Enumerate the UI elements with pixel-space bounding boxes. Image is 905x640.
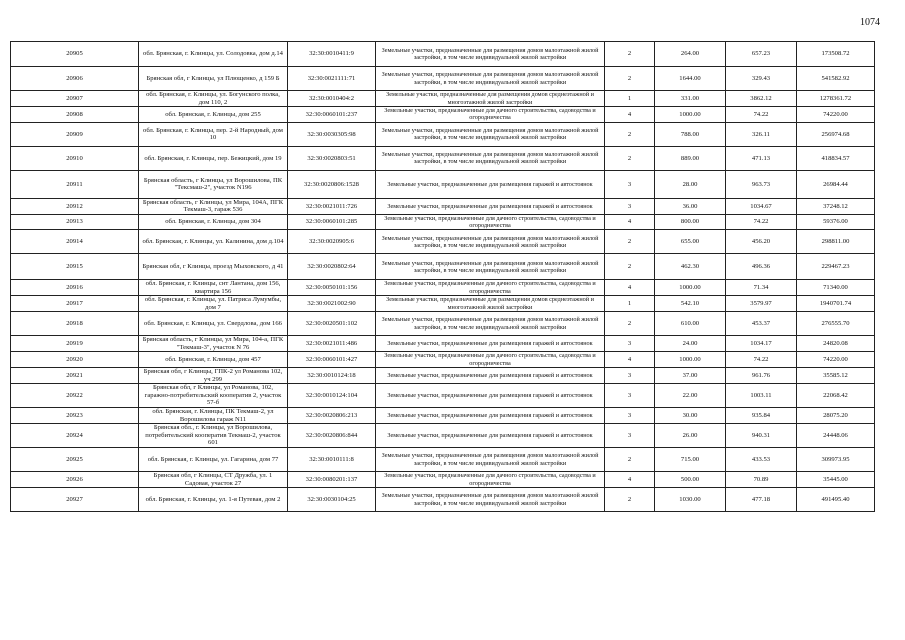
cell-address: обл. Брянская, г. Клинцы, ПК Текмаш-2, ул Ворошилова гараж N11 [139,408,288,424]
page-number: 1074 [860,17,880,28]
cell-group: 3 [605,368,655,384]
cell-cadastral-value: 298811.00 [797,230,875,254]
table-row [11,214,875,230]
cell-group: 2 [605,448,655,472]
cell-group: 3 [605,408,655,424]
cell-land-category: Земельные участки, предназначенные для размещения домов среднеэтажной и многоэтажной жилой застройки [376,296,605,312]
cell-area: 788.00 [655,122,726,146]
cell-address: обл. Брянская, г. Клинцы, ул. Свердлова, дом 166 [139,312,288,336]
cell-group: 2 [605,122,655,146]
cell-cadastral-number: 32:30:0021011:486 [288,336,376,352]
cell-cadastral-value: 491495.40 [797,488,875,512]
cell-address: обл. Брянская, г. Клинцы, снт Лантана, дом 156, квартира 156 [139,280,288,296]
cell-area: 28.00 [655,170,726,198]
cell-address: обл. Брянская, г. Клинцы, пер. Бежицкий, дом 19 [139,146,288,170]
cell-land-category: Земельные участки, предназначенные для размещения домов малоэтажной жилой застройки, в том числе индивидуальной жилой застройки [376,448,605,472]
table-row [11,198,875,214]
cell-address: обл. Брянская, г. Клинцы, дом 255 [139,107,288,123]
cell-id: 20921 [11,368,139,384]
cell-cadastral-value: 26984.44 [797,170,875,198]
cell-cadastral-number: 32:30:0060101:237 [288,107,376,123]
cell-area: 610.00 [655,312,726,336]
cell-address: обл. Брянская, г. Клинцы, ул. Солодовка, дом д.14 [139,42,288,67]
cell-land-category: Земельные участки, предназначенные для дачного строительства, садоводства и огородничества [376,214,605,230]
cell-land-category: Земельные участки, предназначенные для размещения домов малоэтажной жилой застройки, в том числе индивидуальной жилой застройки [376,488,605,512]
cell-id: 20913 [11,214,139,230]
cell-area: 36.00 [655,198,726,214]
cell-land-category: Земельные участки, предназначенные для размещения домов малоэтажной жилой застройки, в том числе индивидуальной жилой застройки [376,254,605,280]
cell-group: 3 [605,170,655,198]
cell-specific-value: 935.84 [726,408,797,424]
cell-area: 22.00 [655,384,726,408]
cell-id: 20922 [11,384,139,408]
cell-group: 2 [605,230,655,254]
cell-group: 2 [605,67,655,91]
cell-area: 1644.00 [655,67,726,91]
cell-cadastral-number: 32:30:0010124:104 [288,384,376,408]
cell-land-category: Земельные участки, предназначенные для размещения домов малоэтажной жилой застройки, в том числе индивидуальной жилой застройки [376,67,605,91]
cell-address: Брянская область, г Клинцы, ул Мира, 104-а, ПГК "Текмаш-3", участок N 76 [139,336,288,352]
cell-area: 1000.00 [655,352,726,368]
cell-cadastral-value: 173508.72 [797,42,875,67]
cell-specific-value: 74.22 [726,352,797,368]
table-row [11,91,875,107]
cell-area: 264.00 [655,42,726,67]
cell-cadastral-number: 32:30:0021002:90 [288,296,376,312]
cell-cadastral-value: 35445.00 [797,472,875,488]
cell-address: Брянская обл, г Клинцы, ул Романова, 102, гаражно-потребительский кооператив 2, участок 57-б [139,384,288,408]
cell-specific-value: 70.89 [726,472,797,488]
cell-specific-value: 433.53 [726,448,797,472]
table-row [11,107,875,123]
cell-area: 889.00 [655,146,726,170]
cell-land-category: Земельные участки, предназначенные для дачного строительства, садоводства и огородничества [376,472,605,488]
cell-cadastral-number: 32:30:0020802:64 [288,254,376,280]
cell-group: 3 [605,424,655,448]
cell-cadastral-number: 32:30:0010124:18 [288,368,376,384]
cell-cadastral-value: 59376.00 [797,214,875,230]
cell-cadastral-value: 256974.68 [797,122,875,146]
cell-area: 800.00 [655,214,726,230]
cell-group: 4 [605,352,655,368]
cell-land-category: Земельные участки, предназначенные для размещения гаражей и автостоянок [376,368,605,384]
cell-id: 20911 [11,170,139,198]
cell-group: 4 [605,214,655,230]
table-row [11,312,875,336]
cell-group: 2 [605,42,655,67]
cell-specific-value: 471.13 [726,146,797,170]
cell-address: обл. Брянская, г. Клинцы, пер. 2-й Народный, дом 10 [139,122,288,146]
cell-group: 2 [605,254,655,280]
cell-cadastral-value: 35585.12 [797,368,875,384]
cell-area: 1030.00 [655,488,726,512]
cell-address: обл. Брянская, г. Клинцы, дом 304 [139,214,288,230]
cell-cadastral-number: 32:30:0060101:427 [288,352,376,368]
cell-address: обл. Брянская, г. Клинцы, ул. Патриса Лумумбы, дом 7 [139,296,288,312]
cell-id: 20909 [11,122,139,146]
cell-address: обл. Брянская, г. Клинцы, ул. 1-я Путевая, дом 2 [139,488,288,512]
cell-cadastral-number: 32:30:0020905:6 [288,230,376,254]
cell-id: 20910 [11,146,139,170]
cell-specific-value: 1003.11 [726,384,797,408]
table-row [11,146,875,170]
cell-cadastral-number: 32:30:0080201:137 [288,472,376,488]
cell-land-category: Земельные участки, предназначенные для размещения домов малоэтажной жилой застройки, в том числе индивидуальной жилой застройки [376,312,605,336]
cell-id: 20914 [11,230,139,254]
cell-address: Брянская обл, г Клинцы, ГПК-2 ул Романова 102, уч 299 [139,368,288,384]
cell-land-category: Земельные участки, предназначенные для размещения домов среднеэтажной и многоэтажной жилой застройки [376,91,605,107]
cell-cadastral-value: 37248.12 [797,198,875,214]
cell-specific-value: 3579.97 [726,296,797,312]
cell-area: 542.10 [655,296,726,312]
cell-specific-value: 1034.17 [726,336,797,352]
cell-cadastral-value: 229467.23 [797,254,875,280]
cell-id: 20923 [11,408,139,424]
cell-specific-value: 477.18 [726,488,797,512]
cell-address: Брянская обл, г Клинцы, ул Плющенко, д 159 Б [139,67,288,91]
cell-cadastral-number: 32:30:0050101:156 [288,280,376,296]
cell-cadastral-value: 74220.00 [797,352,875,368]
cell-land-category: Земельные участки, предназначенные для размещения гаражей и автостоянок [376,198,605,214]
cell-address: Брянская область, г Клинцы, ул Ворошилова, ПК "Тексмаш-2", участок N196 [139,170,288,198]
table-row [11,280,875,296]
cell-id: 20915 [11,254,139,280]
cell-cadastral-value: 1278361.72 [797,91,875,107]
cell-cadastral-value: 1940701.74 [797,296,875,312]
cell-cadastral-number: 32:30:0010404:2 [288,91,376,107]
cell-land-category: Земельные участки, предназначенные для размещения домов малоэтажной жилой застройки, в том числе индивидуальной жилой застройки [376,42,605,67]
cell-cadastral-number: 32:30:0020806:213 [288,408,376,424]
cell-land-category: Земельные участки, предназначенные для размещения гаражей и автостоянок [376,336,605,352]
cell-land-category: Земельные участки, предназначенные для дачного строительства, садоводства и огородничества [376,352,605,368]
cell-specific-value: 329.43 [726,67,797,91]
cell-specific-value: 657.23 [726,42,797,67]
cell-address: Брянская обл, г Клинцы, СТ Дружба, ул. 1 Садовая, участок 27 [139,472,288,488]
registry-table-body [11,42,875,512]
table-row [11,424,875,448]
cell-area: 30.00 [655,408,726,424]
cell-id: 20925 [11,448,139,472]
cell-group: 1 [605,296,655,312]
cell-group: 3 [605,336,655,352]
cell-id: 20907 [11,91,139,107]
cell-area: 331.00 [655,91,726,107]
cell-specific-value: 496.36 [726,254,797,280]
table-row [11,170,875,198]
cell-cadastral-value: 28075.20 [797,408,875,424]
cell-cadastral-number: 32:30:0020501:102 [288,312,376,336]
table-row [11,42,875,67]
cell-specific-value: 3862.12 [726,91,797,107]
cell-cadastral-value: 276555.70 [797,312,875,336]
cell-group: 1 [605,91,655,107]
cell-area: 1000.00 [655,107,726,123]
table-row [11,472,875,488]
table-row [11,448,875,472]
cell-specific-value: 963.73 [726,170,797,198]
table-row [11,488,875,512]
cell-area: 715.00 [655,448,726,472]
cell-id: 20926 [11,472,139,488]
table-row [11,296,875,312]
registry-table [10,41,875,512]
cell-cadastral-number: 32:30:0021111:71 [288,67,376,91]
table-row [11,368,875,384]
cell-cadastral-value: 71340.00 [797,280,875,296]
cell-id: 20905 [11,42,139,67]
cell-id: 20927 [11,488,139,512]
cell-cadastral-value: 418834.57 [797,146,875,170]
cell-cadastral-number: 32:30:0021011:726 [288,198,376,214]
cell-specific-value: 74.22 [726,107,797,123]
cell-land-category: Земельные участки, предназначенные для размещения домов малоэтажной жилой застройки, в том числе индивидуальной жилой застройки [376,230,605,254]
cell-land-category: Земельные участки, предназначенные для дачного строительства, садоводства и огородничества [376,280,605,296]
cell-specific-value: 456.20 [726,230,797,254]
table-row [11,336,875,352]
table-row [11,122,875,146]
cell-id: 20918 [11,312,139,336]
cell-address: Брянская обл, г Клинцы, проезд Мыховского, д 41 [139,254,288,280]
cell-cadastral-value: 309973.95 [797,448,875,472]
cell-cadastral-value: 22068.42 [797,384,875,408]
cell-group: 4 [605,472,655,488]
cell-cadastral-value: 74220.00 [797,107,875,123]
cell-cadastral-value: 24820.08 [797,336,875,352]
cell-group: 2 [605,146,655,170]
cell-area: 1000.00 [655,280,726,296]
cell-group: 4 [605,280,655,296]
cell-cadastral-number: 32:30:0010111:8 [288,448,376,472]
cell-specific-value: 453.37 [726,312,797,336]
cell-address: Брянская область, г Клинцы, ул Мира, 104А, ПГК Текмаш-3, гараж 536 [139,198,288,214]
cell-land-category: Земельные участки, предназначенные для размещения гаражей и автостоянок [376,170,605,198]
cell-group: 4 [605,107,655,123]
table-row [11,352,875,368]
cell-address: обл. Брянская, г. Клинцы, дом 457 [139,352,288,368]
cell-area: 500.00 [655,472,726,488]
cell-cadastral-value: 24448.06 [797,424,875,448]
cell-area: 24.00 [655,336,726,352]
cell-area: 655.00 [655,230,726,254]
cell-cadastral-number: 32:30:0060101:285 [288,214,376,230]
cell-address: обл. Брянская, г. Клинцы, ул. Богунского полка, дом 110, 2 [139,91,288,107]
cell-land-category: Земельные участки, предназначенные для размещения домов малоэтажной жилой застройки, в том числе индивидуальной жилой застройки [376,122,605,146]
cell-specific-value: 326.11 [726,122,797,146]
cell-address: обл. Брянская, г. Клинцы, ул. Калинина, дом д.104 [139,230,288,254]
table-row [11,384,875,408]
table-row [11,230,875,254]
cell-cadastral-number: 32:30:0020806:1528 [288,170,376,198]
cell-specific-value: 71.34 [726,280,797,296]
cell-id: 20912 [11,198,139,214]
cell-id: 20916 [11,280,139,296]
cell-group: 2 [605,312,655,336]
cell-land-category: Земельные участки, предназначенные для размещения гаражей и автостоянок [376,424,605,448]
cell-specific-value: 940.31 [726,424,797,448]
cell-cadastral-value: 541582.92 [797,67,875,91]
cell-id: 20917 [11,296,139,312]
cell-cadastral-number: 32:30:0030104:25 [288,488,376,512]
table-row [11,254,875,280]
cell-cadastral-number: 32:30:0020806:844 [288,424,376,448]
cell-land-category: Земельные участки, предназначенные для дачного строительства, садоводства и огородничества [376,107,605,123]
cell-id: 20906 [11,67,139,91]
cell-specific-value: 1034.67 [726,198,797,214]
cell-id: 20919 [11,336,139,352]
cell-group: 2 [605,488,655,512]
cell-id: 20908 [11,107,139,123]
cell-cadastral-number: 32:30:0030305:98 [288,122,376,146]
table-row [11,408,875,424]
cell-group: 3 [605,198,655,214]
cell-id: 20920 [11,352,139,368]
table-row [11,67,875,91]
cell-address: Брянская обл., г. Клинцы, ул Ворошилова, потребительский кооператив Текмаш-2, участок 601 [139,424,288,448]
cell-address: обл. Брянская, г. Клинцы, ул. Гагарина, дом 77 [139,448,288,472]
cell-area: 462.30 [655,254,726,280]
cell-area: 26.00 [655,424,726,448]
cell-land-category: Земельные участки, предназначенные для размещения гаражей и автостоянок [376,408,605,424]
cell-land-category: Земельные участки, предназначенные для размещения домов малоэтажной жилой застройки, в том числе индивидуальной жилой застройки [376,146,605,170]
cell-specific-value: 961.76 [726,368,797,384]
cell-area: 37.00 [655,368,726,384]
cell-id: 20924 [11,424,139,448]
cell-land-category: Земельные участки, предназначенные для размещения гаражей и автостоянок [376,384,605,408]
cell-specific-value: 74.22 [726,214,797,230]
cell-cadastral-number: 32:30:0010411:9 [288,42,376,67]
cell-group: 3 [605,384,655,408]
cell-cadastral-number: 32:30:0020803:51 [288,146,376,170]
